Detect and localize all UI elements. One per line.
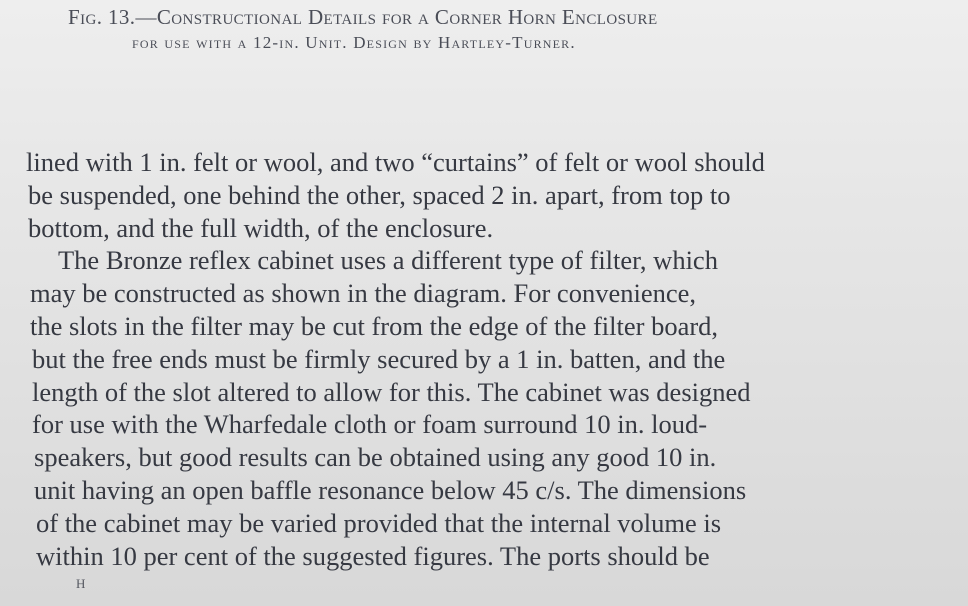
text-line: for use with the Wharfedale cloth or foam surround 10 in. loud-: [32, 409, 708, 440]
text-line: the slots in the filter may be cut from the edge of the filter board,: [30, 310, 719, 341]
text-line: bottom, and the full width, of the enclosure.: [28, 212, 494, 243]
caption-line-2: for use with a 12-in. Unit. Design by Hartley-Turner.: [132, 33, 576, 52]
text-line: of the cabinet may be varied provided that the internal volume is: [36, 507, 722, 538]
text-line: within 10 per cent of the suggested figures. The ports should be: [36, 540, 710, 571]
caption-line-1: Fig. 13.—Constructional Details for a Corner Horn Enclosure: [68, 5, 658, 29]
body-paragraphs: [26, 146, 926, 572]
signature-mark: H: [76, 576, 87, 591]
paragraph-start-line: The Bronze reflex cabinet uses a different type of filter, which: [58, 245, 718, 276]
text-line: may be constructed as shown in the diagram. For convenience,: [30, 278, 696, 309]
text-line: speakers, but good results can be obtained using any good 10 in.: [34, 442, 717, 473]
text-line: be suspended, one behind the other, spaced 2 in. apart, from top to: [28, 179, 731, 210]
text-line: lined with 1 in. felt or wool, and two “curtains” of felt or wool should: [26, 147, 765, 177]
text-line: but the free ends must be firmly secured by a 1 in. batten, and the: [32, 343, 726, 374]
text-line: length of the slot altered to allow for this. The cabinet was designed: [32, 376, 751, 407]
text-line: unit having an open baffle resonance below 45 c/s. The dimensions: [34, 474, 747, 505]
figure-caption: [68, 4, 918, 56]
